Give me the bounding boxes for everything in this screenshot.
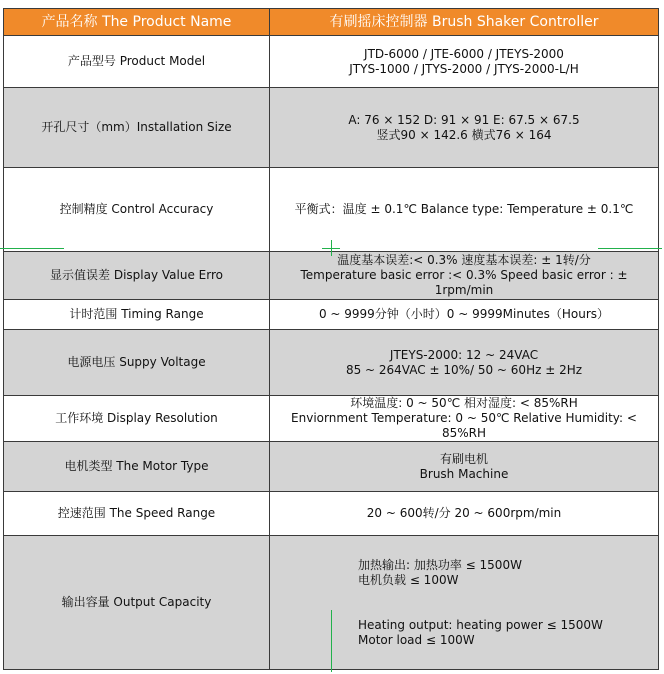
row-value: JTEYS-2000: 12 ~ 24VAC 85 ~ 264VAC ± 10%/ 50 ~ 60Hz ± 2Hz bbox=[270, 330, 659, 396]
row-label: 控速范围 The Speed Range bbox=[4, 492, 270, 536]
table-row bbox=[4, 396, 659, 442]
row-label: 产品型号 Product Model bbox=[4, 36, 270, 88]
row-value: A: 76 × 152 D: 91 × 91 E: 67.5 × 67.5 竖式90 × 142.6 横式76 × 164 bbox=[270, 88, 659, 168]
table-row bbox=[4, 252, 659, 300]
header-left: 产品名称 The Product Name bbox=[4, 9, 270, 36]
row-label: 显示值误差 Display Value Erro bbox=[4, 252, 270, 300]
row-value: 平衡式：温度 ± 0.1℃ Balance type: Temperature ± 0.1℃ bbox=[270, 168, 659, 252]
row-value: 环境温度: 0 ~ 50℃ 相对湿度: < 85%RH Enviornment Temperature: 0 ~ 50℃ Relative Humidity: < 85%RH bbox=[270, 396, 659, 442]
header-row bbox=[4, 9, 659, 36]
table-row bbox=[4, 168, 659, 252]
header-right: 有刷摇床控制器 Brush Shaker Controller bbox=[270, 9, 659, 36]
row-label: 电源电压 Suppy Voltage bbox=[4, 330, 270, 396]
table-row bbox=[4, 88, 659, 168]
guide-mark-bottom bbox=[331, 610, 332, 672]
row-value: 加热输出: 加热功率 ≤ 1500W 电机负载 ≤ 100W Heating output: heating power ≤ 1500W Motor load ≤ 100W bbox=[270, 536, 659, 670]
table-row bbox=[4, 36, 659, 88]
spec-table bbox=[3, 8, 659, 670]
row-value: 有刷电机 Brush Machine bbox=[270, 442, 659, 492]
table-row bbox=[4, 442, 659, 492]
guide-mark-right bbox=[598, 248, 662, 249]
table-row bbox=[4, 330, 659, 396]
row-value: 20 ~ 600转/分 20 ~ 600rpm/min bbox=[270, 492, 659, 536]
table-row bbox=[4, 492, 659, 536]
guide-mark-cross-v bbox=[331, 240, 332, 256]
table-row bbox=[4, 300, 659, 330]
guide-mark-left bbox=[0, 248, 64, 249]
row-value: JTD-6000 / JTE-6000 / JTEYS-2000 JTYS-1000 / JTYS-2000 / JTYS-2000-L/H bbox=[270, 36, 659, 88]
row-label: 电机类型 The Motor Type bbox=[4, 442, 270, 492]
row-label: 工作环境 Display Resolution bbox=[4, 396, 270, 442]
row-label: 输出容量 Output Capacity bbox=[4, 536, 270, 670]
row-label: 开孔尺寸（mm）Installation Size bbox=[4, 88, 270, 168]
row-label: 控制精度 Control Accuracy bbox=[4, 168, 270, 252]
row-label: 计时范围 Timing Range bbox=[4, 300, 270, 330]
row-value: 0 ~ 9999分钟（小时）0 ~ 9999Minutes（Hours） bbox=[270, 300, 659, 330]
row-value: 温度基本误差:< 0.3% 速度基本误差: ± 1转/分 Temperature basic error :< 0.3% Speed basic error : ± 1rpm/min bbox=[270, 252, 659, 300]
